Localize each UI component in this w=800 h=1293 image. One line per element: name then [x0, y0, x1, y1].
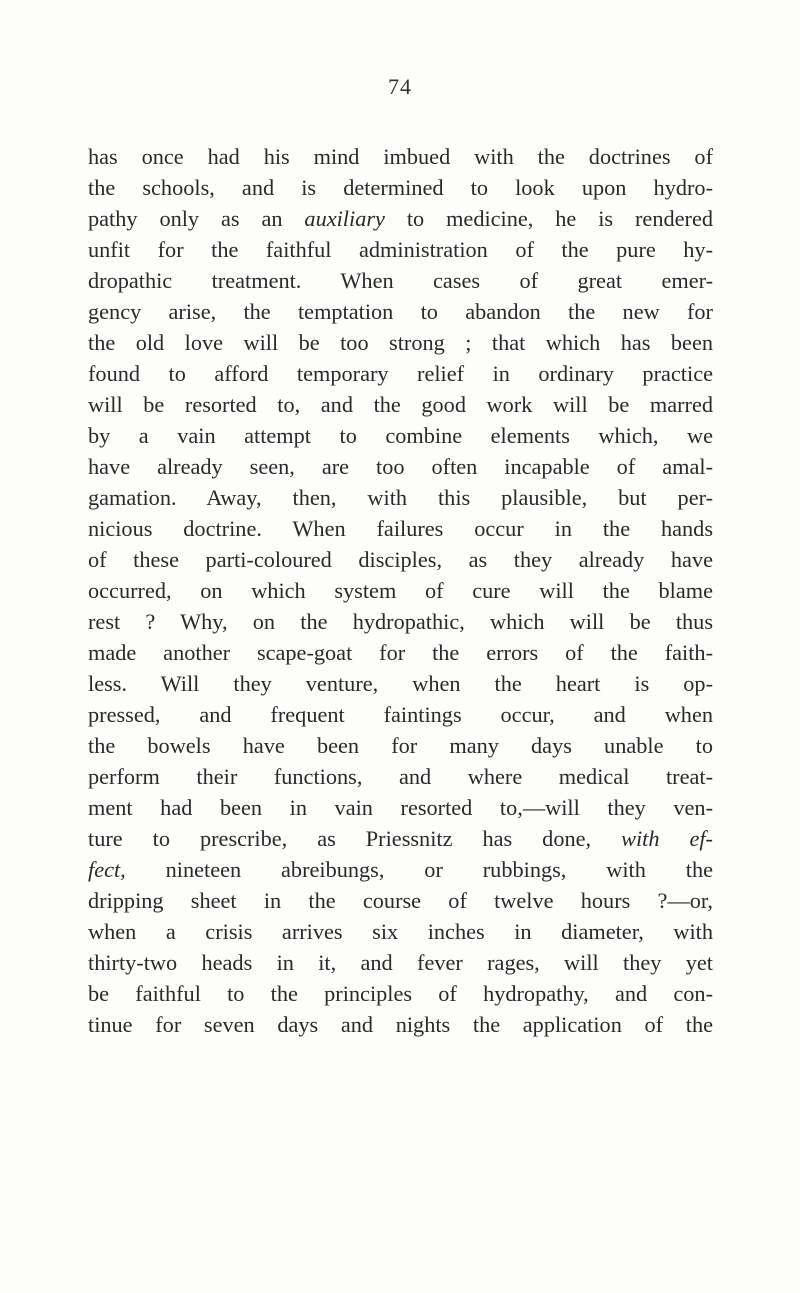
- text-line: [88, 358, 713, 389]
- italic-text-run: fect,: [88, 857, 126, 882]
- text-run: less. Will they venture, when the heart is op-: [88, 671, 713, 696]
- text-run: pathy only as an: [88, 206, 305, 231]
- text-line: [88, 420, 713, 451]
- text-run: found to afford temporary relief in ordinary practice: [88, 361, 713, 386]
- text-run: perform their functions, and where medical treat-: [88, 764, 713, 789]
- text-run: unfit for the faithful administration of the pure hy-: [88, 237, 713, 262]
- text-run: by a vain attempt to combine elements which, we: [88, 423, 713, 448]
- text-line: [88, 203, 713, 234]
- text-line: [88, 296, 713, 327]
- page-number: 74: [388, 74, 412, 99]
- text-line: [88, 265, 713, 296]
- text-run: rest ? Why, on the hydropathic, which will be thus: [88, 609, 713, 634]
- text-line: [88, 451, 713, 482]
- text-line: [88, 234, 713, 265]
- text-run: nineteen abreibungs, or rubbings, with the: [125, 857, 713, 882]
- text-run: ment had been in vain resorted to,—will they ven-: [88, 795, 713, 820]
- text-line: [88, 637, 713, 668]
- text-run: have already seen, are too often incapable of amal-: [88, 454, 713, 479]
- text-line: [88, 978, 713, 1009]
- text-line: [88, 327, 713, 358]
- text-line: [88, 730, 713, 761]
- text-run: gamation. Away, then, with this plausible, but per-: [88, 485, 713, 510]
- text-line: [88, 947, 713, 978]
- text-run: occurred, on which system of cure will the blame: [88, 578, 713, 603]
- text-run: the old love will be too strong ; that which has been: [88, 330, 713, 355]
- text-line: [88, 544, 713, 575]
- text-line: [88, 606, 713, 637]
- text-run: ture to prescribe, as Priessnitz has done,: [88, 826, 622, 851]
- text-line: [88, 389, 713, 420]
- text-line: [88, 1009, 713, 1040]
- text-run: to medicine, he is rendered: [384, 206, 713, 231]
- italic-text-run: with ef-: [621, 826, 713, 851]
- text-line: [88, 885, 713, 916]
- text-line: [88, 699, 713, 730]
- italic-text-run: auxiliary: [304, 206, 385, 231]
- text-line: [88, 792, 713, 823]
- text-line: [88, 823, 713, 854]
- text-line: [88, 172, 713, 203]
- text-line: [88, 482, 713, 513]
- text-run: of these parti-coloured disciples, as they already have: [88, 547, 713, 572]
- text-run: when a crisis arrives six inches in diameter, with: [88, 919, 713, 944]
- text-run: the schools, and is determined to look upon hydro-: [88, 175, 713, 200]
- text-line: [88, 668, 713, 699]
- text-run: has once had his mind imbued with the doctrines of: [88, 144, 713, 169]
- text-run: nicious doctrine. When failures occur in the hands: [88, 516, 713, 541]
- text-line: [88, 761, 713, 792]
- text-run: tinue for seven days and nights the application of the: [88, 1012, 713, 1037]
- text-run: gency arise, the temptation to abandon the new for: [88, 299, 713, 324]
- text-line: [88, 575, 713, 606]
- text-run: made another scape-goat for the errors of the faith-: [88, 640, 713, 665]
- text-run: dripping sheet in the course of twelve hours ?—or,: [88, 888, 713, 913]
- text-run: pressed, and frequent faintings occur, and when: [88, 702, 713, 727]
- text-run: dropathic treatment. When cases of great emer-: [88, 268, 713, 293]
- text-run: the bowels have been for many days unable to: [88, 733, 713, 758]
- text-line: [88, 854, 713, 885]
- text-line: [88, 513, 713, 544]
- text-run: thirty-two heads in it, and fever rages, will they yet: [88, 950, 713, 975]
- text-run: be faithful to the principles of hydropathy, and con-: [88, 981, 713, 1006]
- text-run: will be resorted to, and the good work will be marred: [88, 392, 713, 417]
- text-line: [88, 141, 713, 172]
- text-line: [88, 916, 713, 947]
- body-text: [88, 141, 713, 1040]
